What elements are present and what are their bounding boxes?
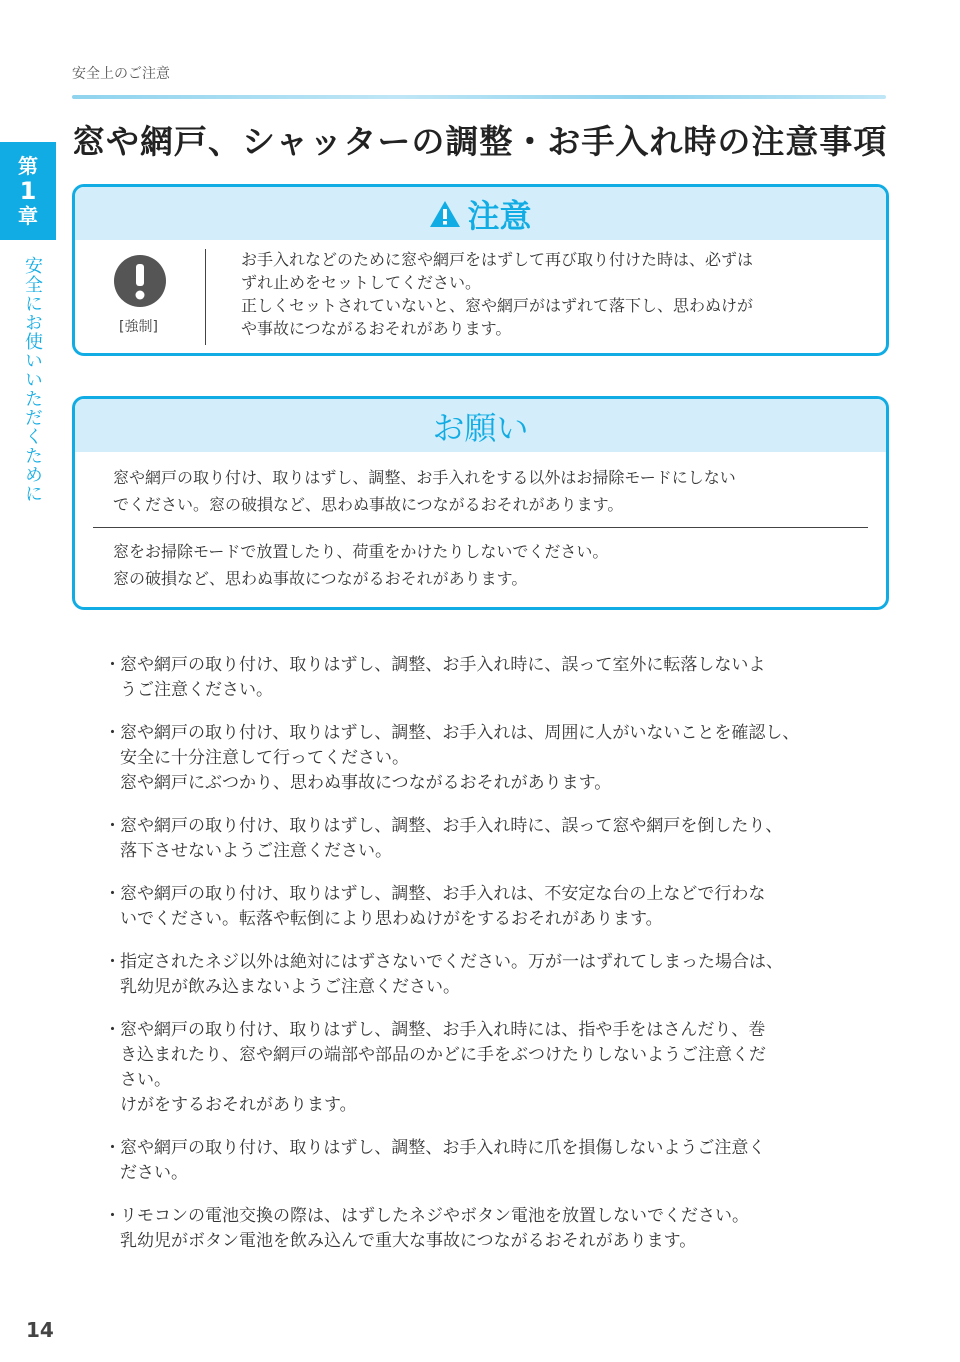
request-line: 窓の破損など、思わぬ事故につながるおそれがあります。 bbox=[113, 569, 528, 588]
note-bullet: ・ bbox=[104, 952, 121, 972]
note-item bbox=[104, 882, 834, 932]
caution-title: 注意 bbox=[467, 196, 532, 235]
warning-triangle-icon bbox=[429, 200, 461, 228]
header-rule bbox=[72, 95, 886, 99]
page-title: 窓や網戸、シャッターの調整・お手入れ時の注意事項 bbox=[72, 122, 888, 161]
note-line: 窓や網戸の取り付け、取りはずし、調整、お手入れ時に、誤って室外に転落しないよ bbox=[120, 655, 766, 675]
note-bullet: ・ bbox=[104, 1138, 121, 1158]
note-item bbox=[104, 950, 834, 1000]
caution-line: お手入れなどのために窓や網戸をはずして再び取り付けた時は、必ずは bbox=[241, 250, 754, 269]
note-item bbox=[104, 653, 834, 703]
request-item bbox=[75, 452, 886, 527]
request-body bbox=[75, 452, 886, 592]
note-bullet: ・ bbox=[104, 723, 121, 743]
request-header bbox=[75, 399, 886, 452]
request-line: 窓をお掃除モードで放置したり、荷重をかけたりしないでください。 bbox=[113, 542, 609, 561]
note-line: ださい。 bbox=[120, 1163, 188, 1183]
note-bullet: ・ bbox=[104, 816, 121, 836]
exclamation-icon bbox=[113, 254, 167, 308]
caution-line: 正しくセットされていないと、窓や網戸がはずれて落下し、思わぬけが bbox=[241, 296, 754, 315]
request-line: でください。窓の破損など、思わぬ事故につながるおそれがあります。 bbox=[113, 495, 624, 514]
chapter-tab-line3: 章 bbox=[18, 204, 38, 228]
caution-text bbox=[241, 248, 841, 340]
note-line: 安全に十分注意して行ってください。 bbox=[120, 748, 409, 768]
request-item bbox=[75, 528, 886, 592]
request-line: 窓や網戸の取り付け、取りはずし、調整、お手入れをする以外はお掃除モードにしない bbox=[113, 468, 736, 487]
caution-divider bbox=[205, 249, 206, 345]
chapter-vertical-label: 安全にお使いいただくために bbox=[22, 256, 43, 503]
note-line: き込まれたり、窓や網戸の端部や部品のかどに手をぶつけたりしないようご注意くだ bbox=[120, 1045, 766, 1065]
note-line: 指定されたネジ以外は絶対にはずさないでください。万が一はずれてしまった場合は、 bbox=[120, 952, 783, 972]
note-line: 窓や網戸にぶつかり、思わぬ事故につながるおそれがあります。 bbox=[120, 773, 612, 793]
note-line: 窓や網戸の取り付け、取りはずし、調整、お手入れ時に爪を損傷しないようご注意く bbox=[120, 1138, 766, 1158]
note-line: うご注意ください。 bbox=[120, 680, 273, 700]
note-line: 乳幼児がボタン電池を飲み込んで重大な事故につながるおそれがあります。 bbox=[120, 1231, 697, 1251]
note-line: いでください。転落や転倒により思わぬけがをするおそれがあります。 bbox=[120, 909, 663, 929]
note-bullet: ・ bbox=[104, 1020, 121, 1040]
chapter-tab-number: 1 bbox=[19, 177, 37, 205]
notes-list bbox=[104, 653, 834, 1272]
note-line: 窓や網戸の取り付け、取りはずし、調整、お手入れは、周囲に人がいないことを確認し、 bbox=[120, 723, 800, 743]
caution-line: ずれ止めをセットしてください。 bbox=[241, 273, 482, 292]
note-bullet: ・ bbox=[104, 655, 121, 675]
caution-box bbox=[72, 184, 889, 356]
note-line: さい。 bbox=[120, 1070, 171, 1090]
caution-header bbox=[75, 187, 886, 240]
note-item bbox=[104, 1018, 834, 1118]
note-line: 落下させないようご注意ください。 bbox=[120, 841, 392, 861]
note-line: 乳幼児が飲み込まないようご注意ください。 bbox=[120, 977, 460, 997]
note-item bbox=[104, 814, 834, 864]
note-line: 窓や網戸の取り付け、取りはずし、調整、お手入れ時に、誤って窓や網戸を倒したり、 bbox=[120, 816, 783, 836]
note-line: 窓や網戸の取り付け、取りはずし、調整、お手入れは、不安定な台の上などで行わな bbox=[120, 884, 766, 904]
note-line: リモコンの電池交換の際は、はずしたネジやボタン電池を放置しないでください。 bbox=[120, 1206, 749, 1226]
caution-line: や事故につながるおそれがあります。 bbox=[241, 319, 512, 338]
mandatory-label: [強制] bbox=[119, 319, 158, 335]
request-box bbox=[72, 396, 889, 610]
note-line: 窓や網戸の取り付け、取りはずし、調整、お手入れ時には、指や手をはさんだり、巻 bbox=[120, 1020, 766, 1040]
note-item bbox=[104, 721, 834, 796]
note-item bbox=[104, 1204, 834, 1254]
chapter-tab bbox=[0, 142, 56, 240]
note-bullet: ・ bbox=[104, 884, 121, 904]
request-title: お願い bbox=[432, 408, 529, 447]
note-item bbox=[104, 1136, 834, 1186]
note-line: けがをするおそれがあります。 bbox=[120, 1095, 357, 1115]
caution-body bbox=[75, 240, 886, 353]
chapter-tab-line1: 第 bbox=[18, 154, 38, 178]
page-number: 14 bbox=[26, 1318, 54, 1342]
section-label: 安全上のご注意 bbox=[72, 66, 170, 82]
note-bullet: ・ bbox=[104, 1206, 121, 1226]
